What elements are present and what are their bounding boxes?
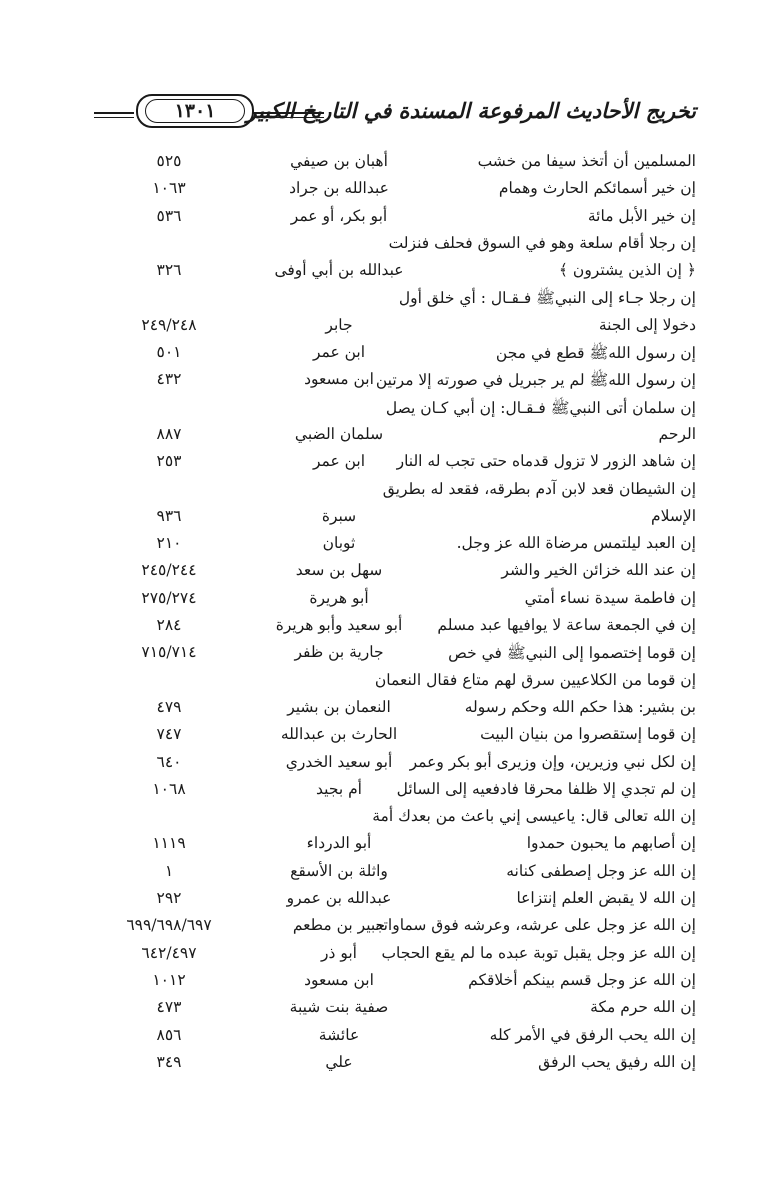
hadith-text: إن قوما إختصموا إلى النبيﷺ في خص [448, 644, 696, 663]
narrator-name: علي [325, 1052, 353, 1071]
page-ref: ٢٤٥/٢٤٤ [141, 561, 197, 580]
narrator-name: عائشة [318, 1025, 360, 1044]
page-ref: ٦٤٢/٤٩٧ [141, 943, 197, 962]
index-row [94, 696, 696, 723]
index-row [94, 1024, 696, 1051]
page-ref: ٢٩٢ [156, 889, 182, 908]
hadith-text: بن بشير: هذا حكم الله وحكم رسوله [464, 697, 696, 716]
narrator-name: أبو سعيد وأبو هريرة [275, 616, 403, 635]
hadith-text: إن لكل نبي وزيرين، وإن وزيرى أبو بكر وعمر [409, 752, 696, 771]
hadith-text: إن أصابهم ما يحبون حمدوا [526, 834, 696, 853]
header-rule-bottom [94, 117, 134, 118]
page-ref: ٦٤٠ [156, 752, 182, 771]
hadith-text: إن رجلا أقام سلعة وهو في السوق فحلف فنزلت [388, 233, 696, 252]
hadith-text: إن رسول اللهﷺ قطع في مجن [495, 344, 696, 363]
page-ref: ٣٢٦ [156, 261, 182, 280]
index-row [94, 778, 696, 805]
index-row [94, 996, 696, 1023]
narrator-name: جابر [325, 315, 353, 334]
hadith-text: إن الله عز وجل قسم بينكم أخلاقكم [468, 970, 696, 989]
index-row [94, 969, 696, 996]
page-ref: ٣٤٩ [156, 1052, 182, 1071]
index-row [94, 314, 696, 341]
page-ref: ٥٢٥ [156, 152, 182, 170]
narrator-name: أبو سعيد الخدري [285, 752, 393, 771]
index-row [94, 286, 696, 313]
hadith-text: إن قوما من الكلاعيين سرق لهم متاع فقال النعمان [374, 670, 696, 689]
index-row [94, 751, 696, 778]
hadith-text: إن الله عز وجل على عرشه، وعرشه فوق سماواته [375, 916, 696, 935]
index-row [94, 559, 696, 586]
page-ref: ١١١٩ [152, 834, 186, 853]
index-row [94, 177, 696, 204]
index-row [94, 914, 696, 941]
index-row [94, 341, 696, 368]
page-ref: ٢٧٥/٢٧٤ [141, 588, 197, 607]
hadith-text: إن سلمان أتى النبيﷺ فـقـال: إن أبي كـان يصل [385, 398, 696, 417]
hadith-text: إن قوما إستقصروا من بنيان البيت [480, 725, 696, 744]
narrator-name: أبو ذر [321, 943, 357, 962]
index-row [94, 1051, 696, 1078]
hadith-text: إن الله عز وجل يقبل توبة عبده ما لم يقع الحجاب [381, 943, 696, 962]
index-row [94, 942, 696, 969]
narrator-name: جارية بن ظفر [294, 643, 384, 662]
index-row [94, 860, 696, 887]
narrator-name: ابن مسعود [304, 970, 374, 989]
hadith-text: إن خير أسمائكم الحارث وهمام [498, 179, 696, 198]
page-ref: ١٠٦٨ [152, 779, 186, 798]
narrator-name: عبدالله بن أبي أوفى [274, 261, 404, 280]
narrator-name: أهبان بن صيفي [290, 152, 388, 170]
narrator-name: ابن عمر [312, 343, 366, 362]
page-ref: ٢١٠ [156, 534, 182, 553]
page-number: ١٣٠١ [145, 99, 245, 123]
index-row [94, 532, 696, 559]
index-row [94, 259, 696, 286]
page-ref: ٤٧٣ [156, 998, 182, 1017]
index-row [94, 150, 696, 177]
page-ref: ١٠١٢ [152, 970, 186, 989]
hadith-text: إن رسول اللهﷺ لم ير جبريل في صورته إلا مرتين [375, 371, 696, 390]
page-header [94, 92, 696, 142]
index-row [94, 505, 696, 532]
hadith-text: إن الله رفيق يحب الرفق [538, 1052, 696, 1071]
page-ref: ٩٣٦ [156, 506, 182, 525]
page-ref: ٨٥٦ [156, 1025, 182, 1044]
page-ref: ٧٤٧ [156, 725, 182, 744]
hadith-text: إن فاطمة سيدة نساء أمتي [524, 588, 696, 607]
page-ref: ٥٠١ [156, 343, 182, 362]
narrator-name: ابن مسعود [304, 370, 374, 389]
hadith-text: إن الله عز وجل إصطفى كنانه [506, 861, 696, 880]
narrator-name: أبو هريرة [309, 588, 369, 607]
page-ref: ٥٣٦ [156, 206, 182, 225]
hadith-text: إن في الجمعة ساعة لا يوافيها عبد مسلم [437, 616, 696, 635]
index-row [94, 805, 696, 832]
page-ref: ٦٩٩/٦٩٨/٦٩٧ [126, 916, 212, 935]
hadith-text: إن الله حرم مكة [590, 998, 696, 1017]
narrator-name: أم بجيد [316, 779, 362, 798]
index-row [94, 478, 696, 505]
narrator-name: أبو الدرداء [306, 834, 372, 853]
page-ref: ٤٧٩ [156, 697, 182, 716]
narrator-name: النعمان بن بشير [287, 697, 391, 716]
index-row [94, 614, 696, 641]
page-ref: ٢٥٣ [156, 452, 182, 471]
index-row [94, 669, 696, 696]
page-ref: ٤٣٢ [156, 370, 182, 389]
hadith-text: إن العبد ليلتمس مرضاة الله عز وجل. [456, 534, 696, 553]
hadith-text: إن الله تعالى قال: ياعيسى إني باعث من بعدك أمة [372, 807, 696, 826]
index-row [94, 423, 696, 450]
hadith-text: إن لم تجدي إلا ظلفا محرقا فادفعيه إلى السائل [396, 779, 696, 798]
narrator-name: واثلة بن الأسقع [290, 861, 388, 880]
hadith-text: إن الله يحب الرفق في الأمر كله [489, 1025, 696, 1044]
hadith-text: إن الله لا يقبض العلم إنتزاعا [516, 889, 696, 908]
index-row [94, 450, 696, 477]
narrator-name: سلمان الضبي [294, 424, 384, 443]
index-row [94, 368, 696, 395]
hadith-text: الإسلام [651, 506, 696, 525]
narrator-name: ابن عمر [312, 452, 366, 471]
hadith-text: ﴿ إن الذين يشترون ﴾ [558, 261, 696, 280]
narrator-name: سبرة [321, 506, 357, 525]
page-ref: ١٠٦٣ [152, 179, 186, 198]
narrator-name: ثوبان [322, 534, 356, 553]
index-row [94, 723, 696, 750]
hadith-text: الرحم [658, 424, 696, 443]
page-ref: ١ [164, 861, 174, 880]
hadith-text: إن رجلا جـاء إلى النبيﷺ فـقـال : أي خلق أول [398, 289, 696, 308]
index-row [94, 232, 696, 259]
index-row [94, 887, 696, 914]
running-title: تخريج الأحاديث المرفوعة المسندة في التاريخ الكبير [246, 98, 696, 123]
hadith-text: إن الشيطان قعد لابن آدم بطرقه، فقعد له بطريق [382, 479, 696, 498]
hadith-index-list [94, 150, 696, 1078]
narrator-name: صفية بنت شيبة [289, 998, 389, 1017]
hadith-text: إن عند الله خزائن الخير والشر [501, 561, 696, 580]
page-number-badge [136, 94, 254, 128]
index-row [94, 205, 696, 232]
page-ref: ٨٨٧ [156, 424, 182, 443]
hadith-text: إن خير الأبل مائة [587, 206, 696, 225]
page-ref: ٧١٥/٧١٤ [141, 643, 197, 662]
narrator-name: عبدالله بن جراد [289, 179, 389, 198]
hadith-text: دخولا إلى الجنة [598, 315, 696, 334]
narrator-name: سهل بن سعد [295, 561, 383, 580]
page-ref: ٢٨٤ [156, 616, 182, 635]
index-row [94, 832, 696, 859]
index-row [94, 587, 696, 614]
page-ref: ٢٤٩/٢٤٨ [141, 315, 197, 334]
narrator-name: الحارث بن عبدالله [280, 725, 398, 744]
narrator-name: جبير بن مطعم [292, 916, 386, 935]
header-rule-top [94, 112, 134, 114]
hadith-text: إن شاهد الزور لا تزول قدماه حتى تجب له النار [396, 452, 696, 471]
index-row [94, 641, 696, 668]
narrator-name: أبو بكر، أو عمر [290, 206, 388, 225]
narrator-name: عبدالله بن عمرو [286, 889, 392, 908]
hadith-text: المسلمين أن أتخذ سيفا من خشب [477, 152, 696, 170]
index-row [94, 396, 696, 423]
